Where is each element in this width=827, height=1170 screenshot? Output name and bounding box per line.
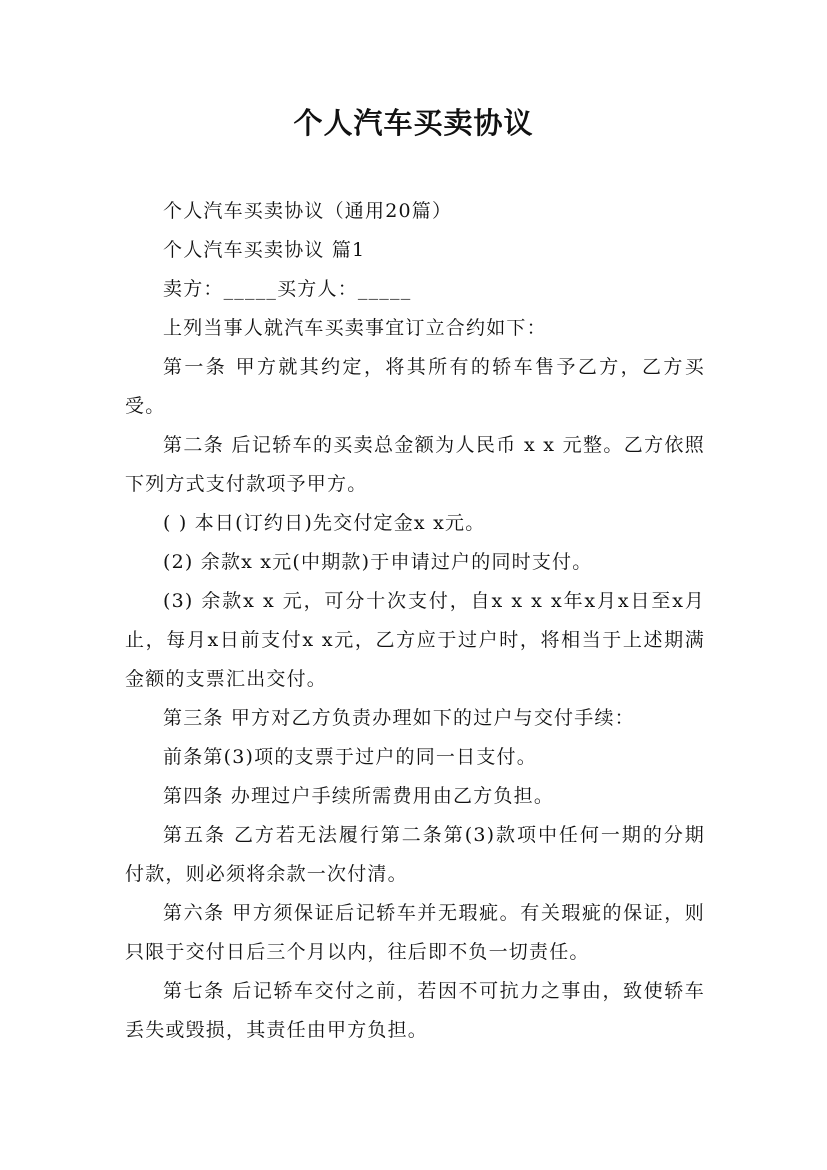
paragraph-payment-2: (2) 余款x x元(中期款)于申请过户的同时支付。 bbox=[163, 551, 593, 573]
paragraph-clause-5: 第五条 乙方若无法履行第二条第(3)款项中任何一期的分期付款，则必须将余款一次付清。 bbox=[125, 824, 705, 885]
paragraph-payment-1: ( ) 本日(订约日)先交付定金x x元。 bbox=[163, 512, 486, 534]
document-body bbox=[125, 192, 705, 1050]
paragraph-clause-7: 第七条 后记轿车交付之前，若因不可抗力之事由，致使轿车丢失或毁损，其责任由甲方负担。 bbox=[125, 980, 705, 1041]
paragraph-clause-2: 第二条 后记轿车的买卖总金额为人民币 x x 元整。乙方依照下列方式支付款项予甲方。 bbox=[125, 434, 705, 495]
paragraph-heading-article-1: 个人汽车买卖协议 篇1 bbox=[163, 239, 366, 261]
paragraph-intro: 上列当事人就汽车买卖事宜订立合约如下： bbox=[163, 317, 547, 339]
paragraph-clause-3: 第三条 甲方对乙方负责办理如下的过户与交付手续： bbox=[163, 707, 635, 729]
paragraph-payment-3: (3) 余款x x 元，可分十次支付，自x x x x年x月x日至x月止，每月x日前支付x x元，乙方应于过户时，将相当于上述期满金额的支票汇出交付。 bbox=[125, 590, 705, 690]
paragraph-clause-6: 第六条 甲方须保证后记轿车并无瑕疵。有关瑕疵的保证，则只限于交付日后三个月以内，往后即不负一切责任。 bbox=[125, 902, 705, 963]
paragraph-clause-1: 第一条 甲方就其约定，将其所有的轿车售予乙方，乙方买受。 bbox=[125, 356, 705, 417]
paragraph-heading-collection: 个人汽车买卖协议（通用20篇） bbox=[163, 200, 453, 222]
paragraph-clause-3-detail: 前条第(3)项的支票于过户的同一日支付。 bbox=[163, 746, 537, 768]
paragraph-clause-4: 第四条 办理过户手续所需费用由乙方负担。 bbox=[163, 785, 555, 807]
paragraph-parties: 卖方：_____买方人：_____ bbox=[163, 278, 412, 300]
document-title: 个人汽车买卖协议 bbox=[293, 106, 534, 140]
